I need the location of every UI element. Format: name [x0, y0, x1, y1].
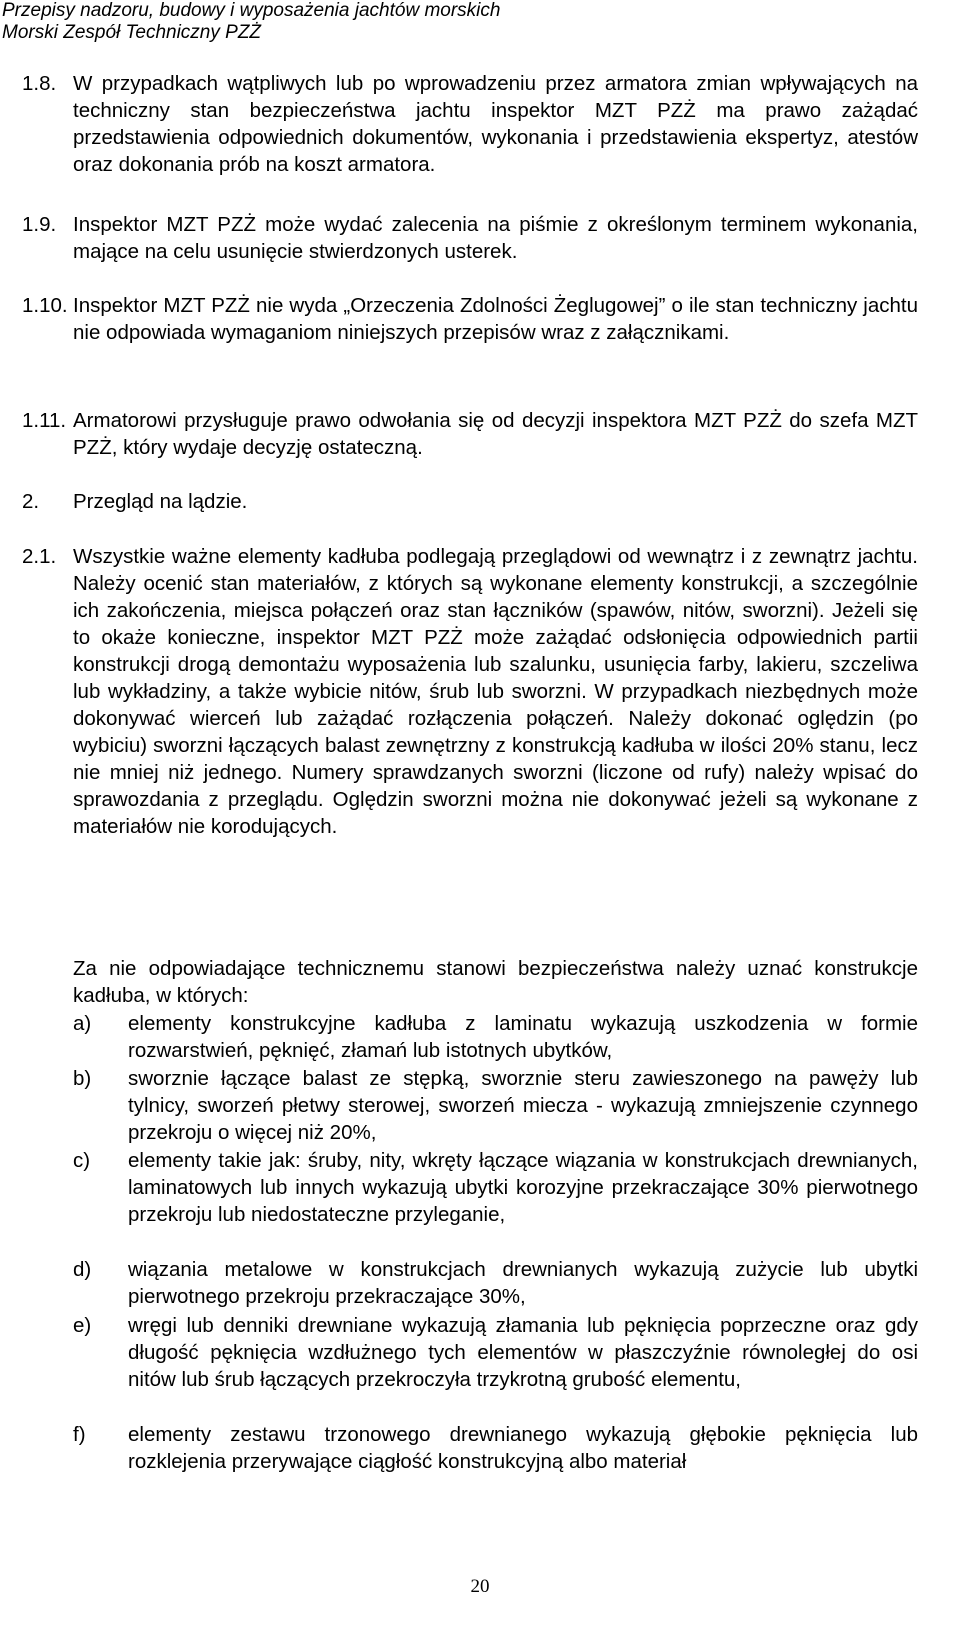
paragraph-text: Za nie odpowiadające technicznemu stanowi bezpieczeństwa należy uznać konstrukcje kadłuba, w których: [73, 957, 918, 1007]
list-item-f [73, 1421, 918, 1475]
list-item-text: elementy zestawu trzonowego drewnianego wykazują głębokie pęknięcia lub rozklejenia przerywające ciągłość konstrukcyjną albo materiał [128, 1423, 918, 1473]
list-item-label: d) [73, 1258, 92, 1281]
list-item-e [73, 1312, 918, 1393]
paragraph-number: 1.8. [22, 72, 57, 95]
paragraph-text: W przypadkach wątpliwych lub po wprowadzeniu przez armatora zmian wpływających na techniczny stan bezpieczeństwa jachtu inspektor MZT PZŻ ma prawo zażądać przedstawienia odpowiednich dokumentów, wykonania i przedstawienia ekspertyz, atestów oraz dokonania prób na koszt armatora. [73, 72, 918, 176]
list-item-label: a) [73, 1012, 92, 1035]
paragraph-text: Armatorowi przysługuje prawo odwołania się od decyzji inspektora MZT PZŻ do szefa MZT PZŻ, który wydaje decyzję ostateczną. [73, 409, 918, 459]
running-header-title: Przepisy nadzoru, budowy i wyposażenia jachtów morskich [2, 0, 501, 21]
paragraph-text: Wszystkie ważne elementy kadłuba podlegają przeglądowi od wewnątrz i z zewnątrz jachtu. Należy ocenić stan materiałów, z których są wykonane elementy konstrukcji, a szczególnie ich zakończenia, miejsca połączeń oraz stan łączników (spawów, nitów, sworzni). Jeżeli się to okaże konieczne, inspektor MZT PZŻ może zażądać odsłonięcia odpowiednich partii konstrukcji drogą demontażu wyposażenia lub szalunku, usunięcia farby, lakieru, szczeliwa lub wykładziny, a także wybicie nitów, śrub lub sworzni. W przypadkach niezbędnych może dokonywać wierceń lub zażądać rozłączenia połączeń. Należy dokonać oględzin (po wybiciu) sworzni łączących balast zewnętrzny z konstrukcją kadłuba w ilości 20% stanu, lecz nie mniej niż jednego. Numery sprawdzanych sworzni (liczone od rufy) należy wpisać do sprawozdania z przeglądu. Oględzin sworzni można nie dokonywać jeżeli są wykonane z materiałów nie korodujących. [73, 545, 918, 838]
paragraph-2-1 [22, 543, 918, 840]
list-item-d [73, 1256, 918, 1310]
list-item-b [73, 1065, 918, 1146]
list-item-label: b) [73, 1067, 92, 1090]
paragraph-text: Inspektor MZT PZŻ może wydać zalecenia na piśmie z określonym terminem wykonania, mające na celu usunięcie stwierdzonych usterek. [73, 213, 918, 263]
list-item-text: wręgi lub denniki drewniane wykazują złamania lub pęknięcia poprzeczne oraz gdy długość pęknięcia wzdłużnego tych elementów w płaszczyźnie równoległej do osi nitów lub śrub łączących przekroczyła trzykrotną grubość elementu, [128, 1314, 918, 1391]
running-header-team: Morski Zespół Techniczny PZŻ [2, 22, 262, 43]
list-item-text: wiązania metalowe w konstrukcjach drewnianych wykazują zużycie lub ubytki pierwotnego przekroju przekraczające 30%, [128, 1258, 918, 1308]
paragraph-number: 1.9. [22, 213, 57, 236]
paragraph-number: 1.11. [22, 409, 67, 432]
list-item-a [73, 1010, 918, 1064]
list-item-label: f) [73, 1423, 86, 1446]
list-item-label: c) [73, 1149, 91, 1172]
page-number: 20 [470, 1576, 490, 1597]
list-item-text: elementy takie jak: śruby, nity, wkręty łączące wiązania w konstrukcjach drewnianych, laminatowych lub innych wykazują ubytki korozyjne przekraczające 30% pierwotnego przekroju lub niedostateczne przyleganie, [128, 1149, 918, 1226]
section-number: 2. [22, 490, 40, 513]
paragraph-text: Inspektor MZT PZŻ nie wyda „Orzeczenia Zdolności Żeglugowej” o ile stan techniczny jachtu nie odpowiada wymaganiom niniejszych przepisów wraz z załącznikami. [73, 294, 918, 344]
paragraph-1-9 [22, 211, 918, 265]
paragraph-1-8 [22, 70, 918, 178]
list-item-text: elementy konstrukcyjne kadłuba z laminatu wykazują uszkodzenia w formie rozwarstwień, pęknięć, złamań lub istotnych ubytków, [128, 1012, 918, 1062]
paragraph-1-11 [22, 407, 918, 461]
section-title: Przegląd na lądzie. [73, 490, 248, 513]
list-item-c [73, 1147, 918, 1228]
list-item-label: e) [73, 1314, 92, 1337]
paragraph-number: 1.10. [22, 294, 68, 317]
list-item-text: sworznie łączące balast ze stępką, sworznie steru zawieszonego na pawęży lub tylnicy, sworzeń płetwy sterowej, sworzeń miecza - wykazują zmniejszenie czynnego przekroju o więcej niż 20%, [128, 1067, 918, 1144]
paragraph-criteria-intro [22, 955, 918, 1009]
section-heading-2 [22, 488, 918, 515]
paragraph-number: 2.1. [22, 545, 57, 568]
paragraph-1-10 [22, 292, 918, 346]
